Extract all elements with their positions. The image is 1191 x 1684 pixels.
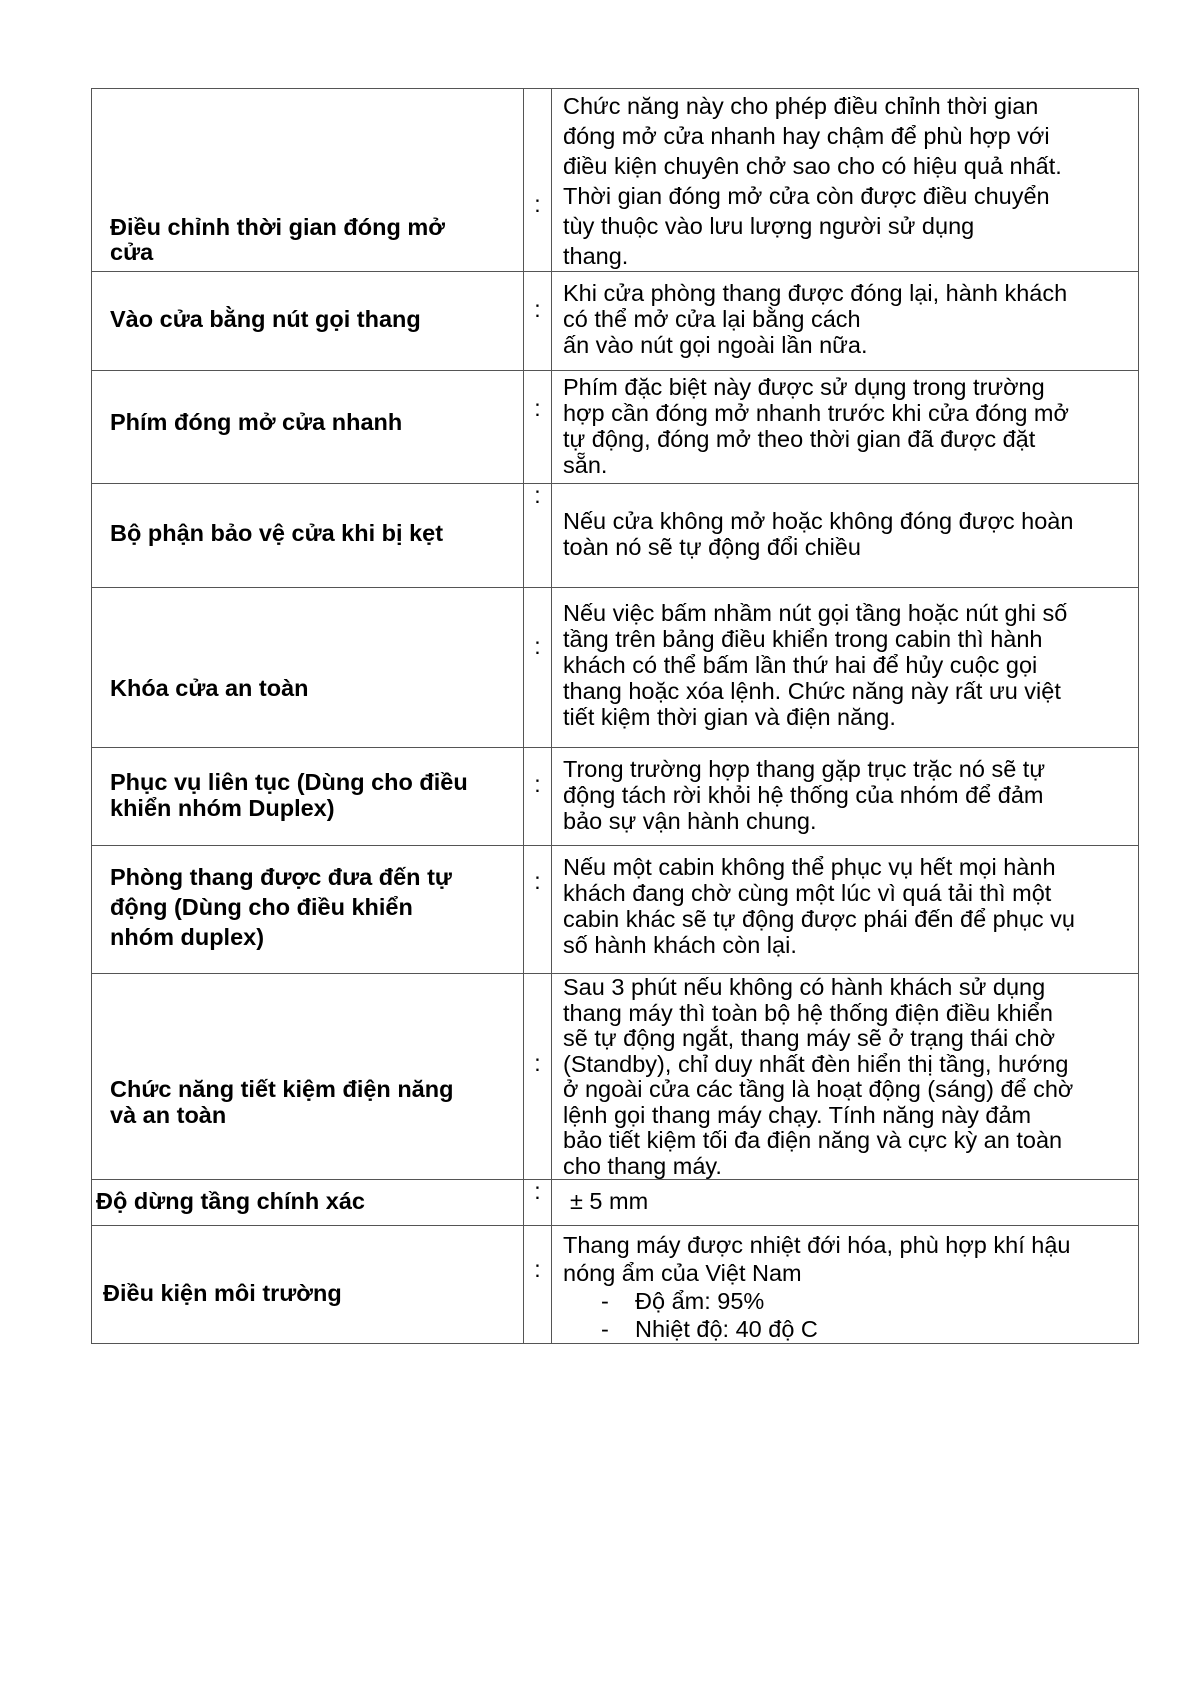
description-line: số hành khách còn lại. <box>563 932 797 958</box>
colon-cell <box>524 588 552 748</box>
colon-cell <box>524 1226 552 1344</box>
table-row <box>92 1226 1139 1344</box>
colon-separator: : <box>534 1256 541 1282</box>
row-label: động (Dùng cho điều khiển <box>110 894 413 920</box>
row-label-cell <box>92 272 524 371</box>
colon-separator: : <box>534 771 541 797</box>
description-line: ± 5 mm <box>570 1188 649 1214</box>
table-row <box>92 588 1139 748</box>
description-line: điều kiện chuyên chở sao cho có hiệu quả nhất. <box>563 153 1062 179</box>
table-row <box>92 371 1139 484</box>
row-label-cell <box>92 89 524 272</box>
elevator-spec-table <box>91 88 1139 1344</box>
description-line: thang. <box>563 243 629 269</box>
colon-separator: : <box>534 395 541 421</box>
row-label: cửa <box>110 239 154 265</box>
colon-cell <box>524 89 552 272</box>
row-label: Điều kiện môi trường <box>103 1280 342 1306</box>
table-row <box>92 272 1139 371</box>
colon-separator: : <box>534 868 541 894</box>
colon-cell <box>524 1180 552 1226</box>
row-description-cell <box>552 846 1139 974</box>
table-row <box>92 484 1139 588</box>
row-description-cell <box>552 1226 1139 1344</box>
row-description-cell <box>552 484 1139 588</box>
description-line: sẵn. <box>563 452 608 478</box>
row-label-cell <box>92 846 524 974</box>
row-label: và an toàn <box>110 1102 227 1128</box>
bullet-dash: - <box>601 1288 609 1314</box>
colon-separator: : <box>534 633 541 659</box>
description-line: đóng mở cửa nhanh hay chậm để phù hợp với <box>563 123 1050 149</box>
table-row <box>92 748 1139 846</box>
description-line: lệnh gọi thang máy chạy. Tính năng này đảm <box>563 1101 1032 1128</box>
description-line: nóng ẩm của Việt Nam <box>563 1260 802 1286</box>
row-label: Phòng thang được đưa đến tự <box>110 864 452 890</box>
description-line: động tách rời khỏi hệ thống của nhóm để đảm <box>563 782 1044 808</box>
row-label-cell <box>92 974 524 1180</box>
bullet-text: Nhiệt độ: 40 độ C <box>635 1316 818 1342</box>
bullet-text: Độ ẩm: 95% <box>635 1288 765 1314</box>
description-line: hợp cần đóng mở nhanh trước khi cửa đóng mở <box>563 400 1069 426</box>
row-description-cell <box>552 588 1139 748</box>
colon-cell <box>524 371 552 484</box>
colon-cell <box>524 272 552 371</box>
row-label: Phím đóng mở cửa nhanh <box>110 409 403 435</box>
description-line: cabin khác sẽ tự động được phái đến để phục vụ <box>563 906 1075 932</box>
colon-cell <box>524 846 552 974</box>
description-line: bảo tiết kiệm tối đa điện năng và cực kỳ an toàn <box>563 1127 1063 1153</box>
description-line: khách đang chờ cùng một lúc vì quá tải thì một <box>563 880 1052 906</box>
row-description-cell <box>552 272 1139 371</box>
row-label-cell <box>92 1226 524 1344</box>
description-line: Sau 3 phút nếu không có hành khách sử dụng <box>563 974 1046 1000</box>
row-label: nhóm duplex) <box>110 924 265 950</box>
colon-separator: : <box>534 191 541 217</box>
table-row <box>92 89 1139 272</box>
description-line: Phím đặc biệt này được sử dụng trong trường <box>563 374 1045 400</box>
colon-separator: : <box>534 296 541 322</box>
row-label: Độ dừng tầng chính xác <box>96 1188 365 1214</box>
row-label: Chức năng tiết kiệm điện năng <box>110 1076 454 1102</box>
table-row <box>92 1180 1139 1226</box>
bullet-item <box>563 1315 1134 1343</box>
description-line: Thang máy được nhiệt đới hóa, phù hợp khí hậu <box>563 1232 1071 1258</box>
colon-separator: : <box>534 482 541 508</box>
description-line: khách có thể bấm lần thứ hai để hủy cuộc gọi <box>563 652 1038 678</box>
table-row <box>92 846 1139 974</box>
colon-cell <box>524 484 552 588</box>
table-row <box>92 974 1139 1180</box>
row-label-cell <box>92 1180 524 1226</box>
row-label: Phục vụ liên tục (Dùng cho điều <box>110 769 468 795</box>
description-line: Chức năng này cho phép điều chỉnh thời gian <box>563 93 1039 119</box>
description-line: Nếu việc bấm nhầm nút gọi tầng hoặc nút ghi số <box>563 600 1068 626</box>
row-label: khiển nhóm Duplex) <box>110 795 335 821</box>
row-label: Bộ phận bảo vệ cửa khi bị kẹt <box>110 520 444 546</box>
description-line: bảo sự vận hành chung. <box>563 808 817 834</box>
row-label: Vào cửa bằng nút gọi thang <box>110 306 421 332</box>
colon-separator: : <box>534 1050 541 1076</box>
row-label-cell <box>92 371 524 484</box>
row-label: Khóa cửa an toàn <box>110 675 309 701</box>
row-description-cell <box>552 371 1139 484</box>
row-label-cell <box>92 588 524 748</box>
description-line: thang máy thì toàn bộ hệ thống điện điều khiển <box>563 999 1053 1026</box>
row-description-cell <box>552 974 1139 1180</box>
description-line: cho thang máy. <box>563 1152 722 1179</box>
description-line: ấn vào nút gọi ngoài lần nữa. <box>563 332 868 358</box>
description-line: tùy thuộc vào lưu lượng người sử dụng <box>563 213 975 239</box>
description-line: thang hoặc xóa lệnh. Chức năng này rất ưu việt <box>563 678 1061 704</box>
description-line: tự động, đóng mở theo thời gian đã được đặt <box>563 426 1036 452</box>
colon-cell <box>524 748 552 846</box>
description-line: sẽ tự động ngắt, thang máy sẽ ở trạng thái chờ <box>563 1025 1056 1051</box>
bullet-item <box>563 1287 1134 1315</box>
description-line: Trong trường hợp thang gặp trục trặc nó sẽ tự <box>563 756 1046 782</box>
colon-separator: : <box>534 1178 541 1204</box>
row-description-cell <box>552 89 1139 272</box>
row-label-cell <box>92 748 524 846</box>
description-line: Nếu một cabin không thể phục vụ hết mọi hành <box>563 854 1056 880</box>
row-label-cell <box>92 484 524 588</box>
row-description-cell <box>552 748 1139 846</box>
row-label: Điều chỉnh thời gian đóng mở <box>110 214 445 240</box>
description-line: Thời gian đóng mở cửa còn được điều chuyển <box>563 183 1050 209</box>
description-line: có thể mở cửa lại bằng cách <box>563 306 861 332</box>
description-line: tầng trên bảng điều khiển trong cabin thì hành <box>563 626 1043 652</box>
row-description-cell <box>552 1180 1139 1226</box>
description-line: tiết kiệm thời gian và điện năng. <box>563 704 896 730</box>
description-line: Khi cửa phòng thang được đóng lại, hành khách <box>563 280 1068 306</box>
description-line: (Standby), chỉ duy nhất đèn hiển thị tầng, hướng <box>563 1050 1069 1077</box>
bullet-dash: - <box>601 1316 609 1342</box>
description-line: Nếu cửa không mở hoặc không đóng được hoàn <box>563 508 1074 534</box>
colon-cell <box>524 974 552 1180</box>
description-line: toàn nó sẽ tự động đổi chiều <box>563 534 861 560</box>
description-line: ở ngoài cửa các tầng là hoạt động (sáng) để chờ <box>563 1076 1074 1102</box>
